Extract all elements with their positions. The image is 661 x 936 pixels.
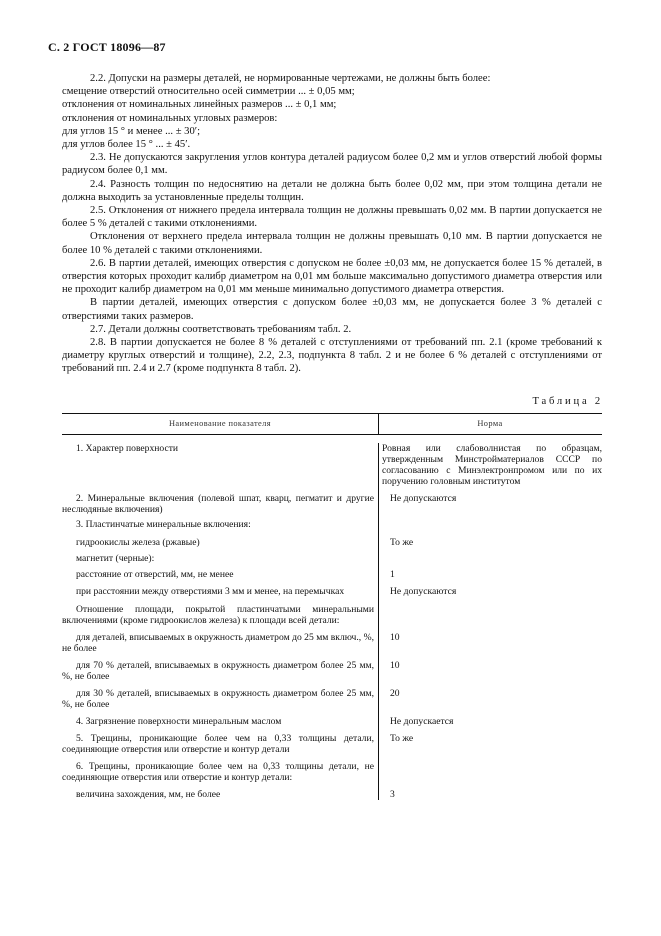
cell-indicator-name: магнетит (черные): <box>76 553 155 564</box>
body-text <box>62 72 602 376</box>
paragraph: 2.7. Детали должны соответствовать требованиям табл. 2. <box>90 323 352 335</box>
table-header-name: Наименование показателя <box>168 419 271 428</box>
paragraph: Отклонения от верхнего предела интервала толщин не должны превышать 0,10 мм. В партии допускается не более 10 % деталей с такими отклонениями. <box>62 231 602 256</box>
table-row <box>62 688 602 710</box>
cell-indicator-name: для 70 % деталей, вписываемых в окружность диаметром более 25 мм, %, не более <box>62 660 374 682</box>
table-row <box>62 443 602 487</box>
cell-norm: 20 <box>390 688 400 699</box>
cell-norm: Не допускаются <box>390 493 457 504</box>
cell-indicator-name: 1. Характер поверхности <box>76 443 179 454</box>
paragraph: 2.5. Отклонения от нижнего предела интервала толщин не должны превышать 0,02 мм. В партии допускается не более 5 % деталей с такими отклонениями. <box>62 205 602 230</box>
table-row <box>62 789 602 800</box>
cell-indicator-name: 5. Трещины, проникающие более чем на 0,33 толщины детали, соединяющие отверстия или отверстие и контур детали <box>62 733 374 755</box>
table-caption: Таблица 2 <box>532 396 603 407</box>
cell-norm: То же <box>390 537 414 548</box>
paragraph: 2.4. Разность толщин по недоснятию на детали не должна быть более 0,02 мм, при этом толщина детали не должна выходить за установленные пределы толщин. <box>62 178 602 203</box>
cell-indicator-name: при расстоянии между отверстиями 3 мм и менее, на перемычках <box>76 586 345 597</box>
cell-indicator-name: для деталей, вписываемых в окружность диаметром до 25 мм включ., %, не более <box>62 632 374 654</box>
paragraph: В партии деталей, имеющих отверстия с допуском более ±0,03 мм, не допускается более 3 % деталей с отверстиями таких размеров. <box>62 297 602 322</box>
table-row <box>62 519 602 530</box>
paragraph: отклонения от номинальных линейных размеров ... ± 0,1 мм; <box>62 99 337 111</box>
cell-indicator-name: величина захождения, мм, не более <box>76 789 221 800</box>
paragraph: смещение отверстий относительно осей симметрии ... ± 0,05 мм; <box>62 86 355 98</box>
cell-norm: 10 <box>390 660 400 671</box>
table-row <box>62 761 602 783</box>
cell-indicator-name: 6. Трещины, проникающие более чем на 0,33 толщины детали, не соединяющие отверстия или отверстие и контур детали: <box>62 761 374 783</box>
table-row <box>62 586 602 597</box>
cell-norm <box>378 604 602 626</box>
table-header-row <box>62 413 602 435</box>
cell-norm: Не допускается <box>390 716 454 727</box>
table-row <box>62 632 602 654</box>
cell-norm: Ровная или слабоволнистая по образцам, утвержденным Минстройматериалов СССР по согласованию с Минэлектронпромом или по их поручению головным институтом <box>382 443 602 487</box>
table-row <box>62 553 602 564</box>
cell-indicator-name: 3. Пластинчатые минеральные включения: <box>76 519 251 530</box>
table-2 <box>62 413 602 800</box>
table-row <box>62 604 602 626</box>
table-row <box>62 569 602 580</box>
cell-norm: То же <box>390 733 414 744</box>
cell-norm: Не допускаются <box>390 586 457 597</box>
cell-indicator-name: 2. Минеральные включения (полевой шпат, кварц, пегматит и другие неслюдяные включения) <box>62 493 374 515</box>
paragraph: 2.3. Не допускаются закругления углов контура деталей радиусом более 0,2 мм и углов отверстий любой формы радиусом более 0,1 мм. <box>62 152 602 177</box>
cell-indicator-name: для 30 % деталей, вписываемых в окружность диаметром более 25 мм, %, не более <box>62 688 374 710</box>
paragraph: для углов более 15 ° ... ± 45′. <box>62 139 191 151</box>
page-header: С. 2 ГОСТ 18096—87 <box>48 40 166 54</box>
table-row <box>62 733 602 755</box>
cell-indicator-name: 4. Загрязнение поверхности минеральным маслом <box>76 716 282 727</box>
paragraph: 2.2. Допуски на размеры деталей, не нормированные чертежами, не должны быть более: <box>90 73 491 84</box>
cell-indicator-name: гидроокислы железа (ржавые) <box>76 537 200 548</box>
table-row <box>62 493 602 515</box>
paragraph: 2.8. В партии допускается не более 8 % деталей с отступлениями от требований пп. 2.1 (кроме требований к диаметру круглых отверстий и толщине), 2.2, 2.3, подпункта 8 табл. 2 и не более 6 % деталей с отступлениями от требований пп. 2.4 и 2.7 (кроме подпункта 8 табл. 2). <box>62 337 602 375</box>
column-divider <box>378 414 379 434</box>
table-header-norm: Норма <box>477 419 503 428</box>
table-row <box>62 537 602 548</box>
paragraph: для углов 15 ° и менее ... ± 30′; <box>62 125 201 137</box>
paragraph: 2.6. В партии деталей, имеющих отверстия с допуском не более ±0,03 мм, не допускается более 15 % деталей, в отверстия которых проходит калибр диаметром на 0,01 мм больше максимально допустимого диаметра отверстия или не проходит калибр диаметром на 0,01 мм меньше минимально допустимого диаметра отверстия. <box>62 257 602 296</box>
cell-norm: 3 <box>390 789 395 800</box>
cell-indicator-name: Отношение площади, покрытой пластинчатыми минеральными включениями (кроме гидроокислов железа) к площади всей детали: <box>62 604 374 626</box>
cell-norm: 10 <box>390 632 400 643</box>
table-row <box>62 660 602 682</box>
cell-indicator-name: расстояние от отверстий, мм, не менее <box>76 569 234 580</box>
cell-norm <box>378 761 602 783</box>
paragraph: отклонения от номинальных угловых размеров: <box>62 112 278 124</box>
table-row <box>62 716 602 727</box>
cell-norm <box>378 519 602 530</box>
table-body <box>62 443 602 800</box>
cell-norm <box>378 553 602 564</box>
cell-norm: 1 <box>390 569 395 580</box>
